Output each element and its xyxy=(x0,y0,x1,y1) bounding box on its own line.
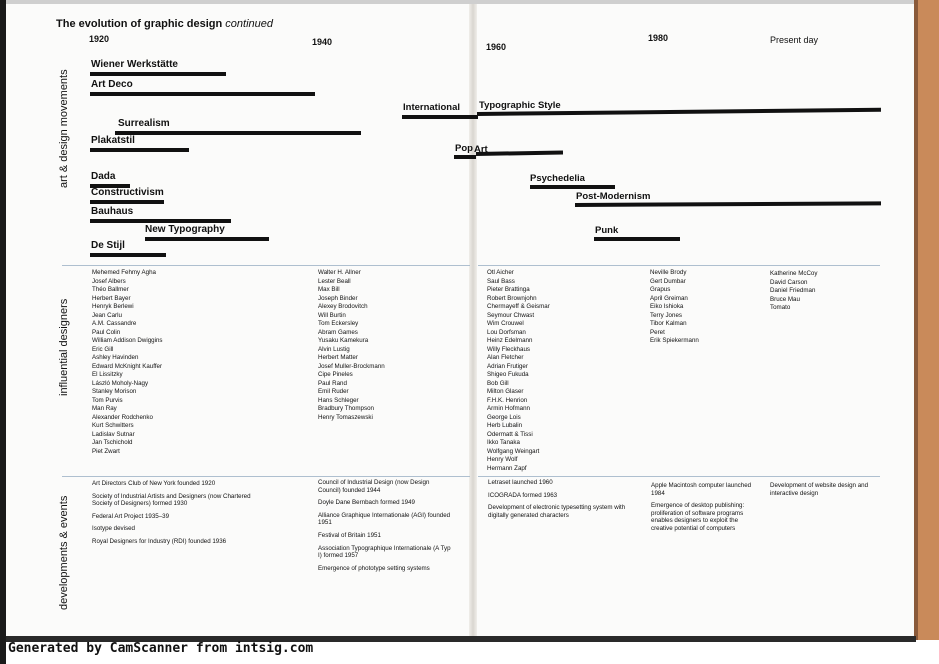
year-label: 1980 xyxy=(648,33,669,43)
designer-name: Mehemed Fehmy Agha xyxy=(92,269,156,276)
designer-name: Tomato xyxy=(770,304,791,311)
designer-name: Herb Lubalin xyxy=(487,422,523,429)
movement-bar xyxy=(90,92,315,96)
event-item: Council of Industrial Design (now Design Council) founded 1944 xyxy=(318,479,430,494)
movement-label: Pop xyxy=(455,143,473,154)
movement-bar xyxy=(90,200,164,204)
year-label: 1960 xyxy=(486,42,507,52)
designer-name: Piet Zwart xyxy=(92,447,120,455)
movement-label: Psychedelia xyxy=(530,173,585,184)
designer-name: Lou Dorfsman xyxy=(487,328,526,336)
events-column-5 xyxy=(770,482,870,502)
designer-name: Shigeo Fukuda xyxy=(487,371,529,378)
designer-name: Abram Games xyxy=(318,328,358,336)
event-item: ICOGRADA formed 1963 xyxy=(488,491,558,499)
designer-name: Pieter Brattinga xyxy=(487,286,530,293)
event-item: Emergence of desktop publishing: proliferation of software programs enables designers to exploit the creative potential of computers xyxy=(651,502,745,532)
movement-label: Plakatstil xyxy=(91,135,135,146)
designers-column-2 xyxy=(318,269,385,422)
designer-name: Yusaku Kamekura xyxy=(318,337,369,344)
designer-name: Bob Gill xyxy=(487,379,509,387)
designer-name: Stanley Morison xyxy=(92,388,137,395)
designer-name: Bradbury Thompson xyxy=(318,405,374,412)
events-column-1 xyxy=(92,480,252,551)
designer-name: Wim Crouwel xyxy=(487,320,524,327)
designer-name: Robert Brownjohn xyxy=(487,294,537,302)
movement-label: De Stijl xyxy=(91,240,125,251)
designers-column-5 xyxy=(770,270,817,313)
designer-name: Josef Muller-Brockmann xyxy=(318,362,385,370)
designer-name: A.M. Cassandre xyxy=(92,320,137,327)
designer-name: David Carson xyxy=(770,278,808,286)
movement-label: Wiener Werkstätte xyxy=(91,59,178,70)
designer-name: Henry Tomaszewski xyxy=(318,413,373,421)
event-item: Letraset launched 1960 xyxy=(488,479,553,486)
movement-bar xyxy=(454,155,476,159)
event-item: Apple Macintosh computer launched 1984 xyxy=(651,482,752,497)
designer-name: Tom Purvis xyxy=(92,396,123,404)
designer-name: William Addison Dwiggins xyxy=(92,337,163,344)
designer-name: Ladislav Sutnar xyxy=(92,430,135,438)
movement-bar xyxy=(402,115,478,119)
year-label: Present day xyxy=(770,35,819,45)
designer-name: Man Ray xyxy=(92,405,117,412)
designer-name: Ashley Havinden xyxy=(92,354,139,361)
designer-name: Milton Glaser xyxy=(487,388,524,395)
designer-name: Jean Carlu xyxy=(92,311,122,319)
movement-bar xyxy=(90,148,189,152)
designer-name: Max Bill xyxy=(318,286,340,293)
designer-name: Walter H. Allner xyxy=(318,269,361,276)
movement-label: Art Deco xyxy=(91,79,133,90)
designer-name: Jan Tschichold xyxy=(92,439,133,446)
designer-name: Ikko Tanaka xyxy=(487,439,520,446)
designer-name: F.H.K. Henrion xyxy=(487,396,528,404)
designer-name: Henry Wolf xyxy=(487,456,518,463)
designer-name: Paul Rand xyxy=(318,379,347,387)
designer-name: Alan Fletcher xyxy=(487,354,524,361)
event-item: Royal Designers for Industry (RDI) founded 1936 xyxy=(92,537,227,545)
designer-name: Alexey Brodovitch xyxy=(318,303,368,310)
movement-label: New Typography xyxy=(145,224,225,235)
year-label: 1940 xyxy=(312,37,333,47)
designer-name: László Moholy-Nagy xyxy=(92,379,149,387)
scan-frame-left xyxy=(0,0,6,664)
designer-name: Armin Hofmann xyxy=(487,405,530,412)
designer-name: Otl Aicher xyxy=(487,269,514,276)
designer-name: Hans Schleger xyxy=(318,396,359,404)
event-item: Development of website design and interactive design xyxy=(770,482,869,497)
designer-name: Joseph Binder xyxy=(318,294,358,302)
designer-name: Tom Eckersley xyxy=(318,320,359,327)
movement-bar xyxy=(530,185,615,189)
designer-name: Paul Colin xyxy=(92,328,121,336)
movement-label: Punk xyxy=(595,225,619,236)
event-item: Association Typographique Internationale (A Typ I) formed 1957 xyxy=(318,544,451,560)
movement-bar xyxy=(594,237,680,241)
book-gutter xyxy=(469,4,477,640)
section-divider xyxy=(62,476,470,477)
designer-name: Odermatt & Tissi xyxy=(487,430,533,438)
section-divider xyxy=(478,265,880,266)
designer-name: Adrian Frutiger xyxy=(487,362,528,370)
event-item: Emergence of phototype setting systems xyxy=(318,564,430,572)
movement-label: Post-Modernism xyxy=(576,191,651,202)
section-divider xyxy=(62,265,470,266)
page-title: The evolution of graphic design continued xyxy=(56,18,274,30)
designer-name: Katherine McCoy xyxy=(770,270,818,277)
event-item: Isotype devised xyxy=(92,525,135,533)
movement-label: Art xyxy=(474,144,488,155)
designer-name: Eiko Ishioka xyxy=(650,303,684,310)
designer-name: Lester Beall xyxy=(318,277,351,285)
designer-name: Emil Ruder xyxy=(318,388,349,395)
designer-name: Will Burtin xyxy=(318,311,346,319)
movement-label: Surrealism xyxy=(118,118,170,129)
designer-name: Henryk Berlewi xyxy=(92,303,134,310)
section-label-designers: influential designers xyxy=(58,298,70,396)
movement-bar xyxy=(115,131,361,135)
movement-bar xyxy=(145,237,269,241)
designer-name: Daniel Friedman xyxy=(770,287,816,294)
movement-bar xyxy=(90,253,166,257)
designer-name: Peret xyxy=(650,328,665,336)
event-item: Development of electronic typesetting system with digitally generated characters xyxy=(488,504,626,519)
event-item: Doyle Dane Bernbach formed 1949 xyxy=(318,499,415,507)
designer-name: Josef Albers xyxy=(92,277,126,285)
designer-name: Wolfgang Weingart xyxy=(487,447,540,455)
movement-label: Bauhaus xyxy=(91,206,134,217)
designer-name: Kurt Schwitters xyxy=(92,422,134,429)
designer-name: Erik Spiekermann xyxy=(650,337,699,344)
section-divider xyxy=(478,476,880,477)
events-column-3 xyxy=(488,479,628,524)
designer-name: George Lois xyxy=(487,413,521,421)
movement-label: Dada xyxy=(91,171,116,182)
designer-name: Alvin Lustig xyxy=(318,345,350,353)
events-column-4 xyxy=(651,482,761,538)
scanner-watermark: Generated by CamScanner from intsig.com xyxy=(8,641,314,656)
designer-name: April Greiman xyxy=(650,294,688,302)
designer-name: Chermayeff & Geismar xyxy=(487,303,550,310)
designer-name: Edward McKnight Kauffer xyxy=(92,362,163,370)
event-item: Festival of Britain 1951 xyxy=(318,531,381,539)
event-item: Society of Industrial Artists and Designers (now Chartered Society of Designers) formed 1930 xyxy=(92,492,251,508)
movement-bar xyxy=(90,72,226,76)
movement-label: Constructivism xyxy=(91,187,164,198)
section-label-movements: art & design movements xyxy=(58,69,70,188)
designer-name: Hermann Zapf xyxy=(487,464,527,472)
designer-name: Gert Dumbar xyxy=(650,277,686,285)
designers-column-3 xyxy=(487,269,550,473)
designer-name: Neville Brody xyxy=(650,269,687,276)
event-item: Alliance Graphique Internationale (AGI) founded 1951 xyxy=(318,511,451,527)
movement-label: Typographic Style xyxy=(479,100,561,111)
movement-bar xyxy=(90,219,231,223)
event-item: Art Directors Club of New York founded 1920 xyxy=(92,480,216,487)
designer-name: Eric Gill xyxy=(92,345,114,353)
designer-name: Saul Bass xyxy=(487,277,515,285)
designer-name: El Lissitzky xyxy=(92,371,123,378)
designer-name: Herbert Matter xyxy=(318,354,358,361)
designer-name: Seymour Chwast xyxy=(487,311,535,319)
designer-name: Théo Ballmer xyxy=(92,286,129,293)
events-column-2 xyxy=(318,479,453,577)
movement-label: International xyxy=(403,102,461,113)
designer-name: Tibor Kalman xyxy=(650,320,687,327)
designer-name: Terry Jones xyxy=(650,311,682,319)
section-label-events: developments & events xyxy=(58,495,70,610)
designer-name: Cipe Pineles xyxy=(318,371,353,378)
designers-column-4 xyxy=(650,269,699,346)
designer-name: Bruce Mau xyxy=(770,295,800,303)
designer-name: Herbert Bayer xyxy=(92,294,131,302)
designer-name: Heinz Edelmann xyxy=(487,337,533,344)
designer-name: Alexander Rodchenko xyxy=(92,413,153,421)
event-item: Federal Art Project 1935–39 xyxy=(92,512,170,520)
designer-name: Willy Fleckhaus xyxy=(487,345,530,353)
scan-frame-right xyxy=(918,0,939,640)
year-label: 1920 xyxy=(89,34,110,44)
designer-name: Grapus xyxy=(650,286,671,293)
designers-column-1 xyxy=(92,269,163,456)
